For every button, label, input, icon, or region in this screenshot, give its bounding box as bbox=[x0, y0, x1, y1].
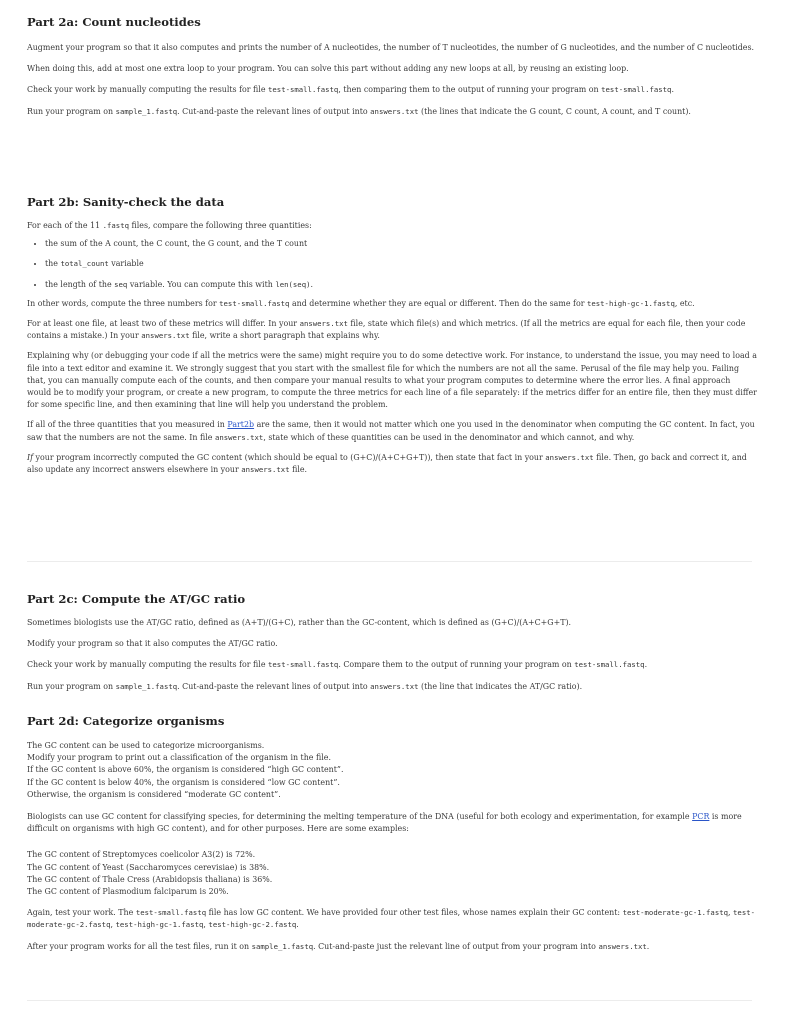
filename-code: answers.txt bbox=[299, 319, 348, 329]
filename-code: test-high-gc-1.fastq bbox=[586, 298, 675, 308]
list-item: • the sum of the A count, the C count, the G count, and the T count bbox=[45, 238, 757, 250]
example-line: The GC content of Yeast (Saccharomyces cerevisiae) is 38%. bbox=[27, 862, 270, 872]
section-divider bbox=[27, 1000, 752, 1001]
filename-code: sample_1.fastq bbox=[115, 681, 178, 691]
filename-code: test-small.fastq bbox=[574, 660, 645, 670]
classification-rules bbox=[27, 740, 757, 801]
filename-code: answers.txt bbox=[241, 465, 290, 475]
filename-code: test-high-gc-1.fastq bbox=[115, 920, 204, 930]
part-2d-paragraph-3: Again, test your work. The test-small.fastq file has low GC content. We have provided four other test files, whose names explain their GC content: test-moderate-gc-1.fastq, test-moderate-gc-2.fastq, test-high-gc-1.fastq, test-high-gc-2.fastq. bbox=[27, 908, 755, 930]
quantities-list bbox=[27, 238, 757, 291]
rule-line: If the GC content is above 60%, the organism is considered “high GC content”. bbox=[27, 765, 344, 775]
variable-code: total_count bbox=[60, 259, 109, 269]
filename-code: answers.txt bbox=[370, 681, 419, 691]
part-2d-heading: Part 2d: Categorize organisms bbox=[27, 714, 225, 728]
section-part-2d bbox=[27, 714, 757, 953]
part-2b-heading: Part 2b: Sanity-check the data bbox=[27, 195, 225, 209]
rule-line: If the GC content is below 40%, the organism is considered “low GC content”. bbox=[27, 777, 340, 787]
filename-code: answers.txt bbox=[214, 432, 264, 442]
part-2d-paragraph-4: After your program works for all the test files, run it on sample_1.fastq. Cut-and-paste just the relevant line of output from your program into answers.txt. bbox=[27, 941, 650, 951]
part-2b-intro: For each of the 11 .fastq files, compare the following three quantities: bbox=[27, 221, 312, 230]
part-2a-heading: Part 2a: Count nucleotides bbox=[27, 15, 201, 29]
rule-line: Modify your program to print out a classification of the organism in the file. bbox=[27, 753, 331, 763]
example-line: The GC content of Streptomyces coelicolor A3(2) is 72%. bbox=[27, 850, 256, 860]
list-item: • the total_count variable bbox=[45, 258, 757, 270]
function-code: len(seq) bbox=[275, 279, 311, 289]
filename-code: sample_1.fastq bbox=[251, 941, 314, 951]
section-part-2b bbox=[27, 195, 757, 476]
section-divider bbox=[27, 561, 752, 562]
example-line: The GC content of Plasmodium falciparum is 20%. bbox=[27, 887, 229, 897]
filename-code: test-small.fastq bbox=[219, 298, 290, 308]
gc-examples bbox=[27, 849, 757, 898]
filename-code: test-small.fastq bbox=[601, 85, 672, 95]
filename-code: test-small.fastq bbox=[135, 908, 207, 918]
filename-code: answers.txt bbox=[141, 331, 190, 341]
section-part-2a bbox=[27, 15, 757, 118]
part-2a-paragraph-2: When doing this, add at most one extra loop to your program. You can solve this part without adding any new loops at all, by reusing an existing loop. bbox=[27, 64, 629, 74]
example-line: The GC content of Thale Cress (Arabidopsis thaliana) is 36%. bbox=[27, 874, 273, 884]
part-2d-paragraph-2: Biologists can use GC content for classifying species, for determining the melting temperature of the DNA (useful for both ecology and experimentation, for example PCR is more difficult on organisms with high GC content), and for other purposes. Here are some examples: bbox=[27, 812, 742, 834]
filename-code: test-moderate-gc-1.fastq bbox=[622, 908, 728, 918]
part-2c-paragraph-3: Check your work by manually computing the results for file test-small.fastq. Compare them to the output of running your program on test-small.fastq. bbox=[27, 660, 648, 670]
part-2b-paragraph-5: If all of the three quantities that you measured in Part2b are the same, then it would not matter which one you used in the denominator when computing the GC content. In fact, you saw that the numbers are not the same. In file answers.txt, state which of these quantities can be used in the denominator and which cannot, and why. bbox=[27, 420, 755, 442]
filename-code: test-moderate-gc-2.fastq bbox=[27, 908, 755, 930]
section-part-2c bbox=[27, 592, 757, 693]
extension-code: .fastq bbox=[102, 221, 129, 230]
part-2b-paragraph-6: If your program incorrectly computed the GC content (which should be equal to (G+C)/(A+C+G+T)), then state that fact in your answers.txt file. Then, go back and correct it, and also update any incorrect answers elsewhere in your answers.txt file. bbox=[27, 452, 747, 475]
variable-code: seq bbox=[114, 279, 128, 289]
part-2b-paragraph-3: For at least one file, at least two of these metrics will differ. In your answers.txt file, state which file(s) and which metrics. (If all the metrics are equal for each file, then your code contains a mistake.) In your answers.txt file, write a short paragraph that explains why. bbox=[27, 319, 746, 341]
part-2a-paragraph-4: Run your program on sample_1.fastq. Cut-and-paste the relevant lines of output into answers.txt (the lines that indicate the G count, C count, A count, and T count). bbox=[27, 106, 691, 116]
filename-code: sample_1.fastq bbox=[115, 106, 178, 116]
pcr-link[interactable]: PCR bbox=[692, 812, 710, 822]
filename-code: answers.txt bbox=[545, 452, 594, 462]
part-2c-paragraph-4: Run your program on sample_1.fastq. Cut-and-paste the relevant lines of output into answers.txt (the line that indicates the AT/GC ratio). bbox=[27, 681, 583, 691]
list-item: • the length of the seq variable. You can compute this with len(seq). bbox=[45, 279, 757, 291]
filename-code: answers.txt bbox=[370, 106, 419, 116]
part-2b-paragraph-2: In other words, compute the three numbers for test-small.fastq and determine whether they are equal or different. Then do the same for test-high-gc-1.fastq, etc. bbox=[27, 298, 695, 308]
rule-line: The GC content can be used to categorize microorganisms. bbox=[27, 741, 265, 750]
part2b-link[interactable]: Part2b bbox=[227, 420, 255, 430]
part-2a-paragraph-3: Check your work by manually computing the results for file test-small.fastq, then comparing them to the output of running your program on test-small.fastq. bbox=[27, 85, 674, 95]
filename-code: test-high-gc-2.fastq bbox=[208, 920, 297, 930]
filename-code: answers.txt bbox=[598, 941, 647, 951]
part-2a-paragraph-1: Augment your program so that it also computes and prints the number of A nucleotides, the number of T nucleotides, the number of G nucleotides, and the number of C nucleotides. bbox=[27, 43, 755, 52]
part-2b-paragraph-4: Explaining why (or debugging your code if all the metrics were the same) might require you to do some detective work. For instance, to understand the issue, you may need to load a file into a text editor and examine it. We strongly suggest that you start with the smallest file for which the numbers are not all the same. Perusal of the file may help you. Failing that, you can manually compute each of the counts, and then compare your manual results to what your program computes to determine where the error lies. A final approach would be to modify your program, or create a new program, to compute the three metrics for each line of a file separately: if the metrics differ for an entire file, then they must differ for some specific line, and then examining that line will help you understand the problem. bbox=[27, 351, 757, 410]
part-2c-paragraph-1: Sometimes biologists use the AT/GC ratio, defined as (A+T)/(G+C), rather than the GC-content, which is defined as (G+C)/(A+C+G+T). bbox=[27, 618, 572, 627]
filename-code: test-small.fastq bbox=[268, 85, 339, 95]
part-2c-paragraph-2: Modify your program so that it also computes the AT/GC ratio. bbox=[27, 639, 278, 649]
rule-line: Otherwise, the organism is considered “moderate GC content”. bbox=[27, 789, 281, 799]
filename-code: test-small.fastq bbox=[268, 660, 339, 670]
part-2c-heading: Part 2c: Compute the AT/GC ratio bbox=[27, 592, 246, 606]
